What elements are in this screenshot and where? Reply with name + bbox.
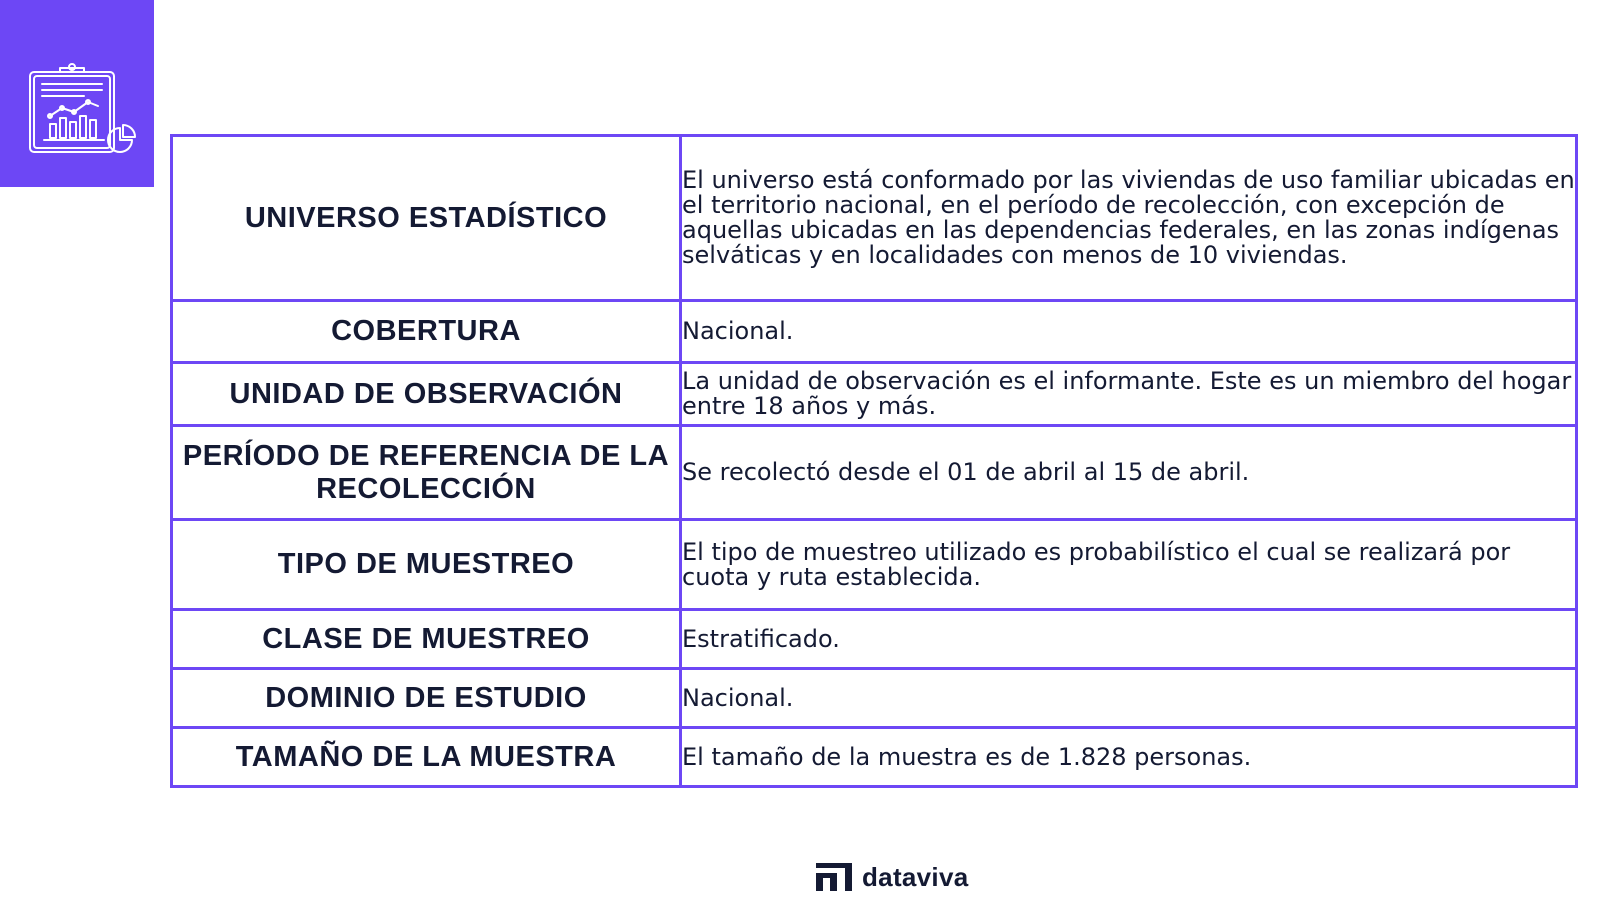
row-label: UNIVERSO ESTADÍSTICO	[172, 136, 681, 301]
table-row	[172, 426, 1577, 520]
row-label: COBERTURA	[172, 301, 681, 363]
brand-footer	[816, 862, 968, 892]
row-label: TAMAÑO DE LA MUESTRA	[172, 728, 681, 787]
row-label: UNIDAD DE OBSERVACIÓN	[172, 363, 681, 426]
table-row	[172, 136, 1577, 301]
row-value: Nacional.	[681, 669, 1577, 728]
row-label: TIPO DE MUESTREO	[172, 520, 681, 610]
table-row	[172, 363, 1577, 426]
table-row	[172, 728, 1577, 787]
header-badge	[0, 0, 154, 187]
brand-name: dataviva	[862, 861, 969, 892]
table-row	[172, 301, 1577, 363]
table-row	[172, 610, 1577, 669]
dataviva-logo-icon	[816, 863, 852, 891]
row-label: CLASE DE MUESTREO	[172, 610, 681, 669]
row-value: Estratificado.	[681, 610, 1577, 669]
table-row	[172, 669, 1577, 728]
row-value: El tamaño de la muestra es de 1.828 personas.	[681, 728, 1577, 787]
row-value: El tipo de muestreo utilizado es probabilístico el cual se realizará por cuota y ruta establecida.	[681, 520, 1577, 610]
row-label: DOMINIO DE ESTUDIO	[172, 669, 681, 728]
row-label: PERÍODO DE REFERENCIA DE LA RECOLECCIÓN	[172, 426, 681, 520]
row-value: El universo está conformado por las viviendas de uso familiar ubicadas en el territorio nacional, en el período de recolección, con excepción de aquellas ubicadas en las dependencias federales, en las zonas indígenas selváticas y en localidades con menos de 10 viviendas.	[681, 136, 1577, 301]
clipboard-chart-icon	[24, 62, 140, 156]
row-value: Nacional.	[681, 301, 1577, 363]
ficha-tecnica-table	[170, 134, 1578, 788]
row-value: Se recolectó desde el 01 de abril al 15 de abril.	[681, 426, 1577, 520]
row-value: La unidad de observación es el informante. Este es un miembro del hogar entre 18 años y más.	[681, 363, 1577, 426]
table-row	[172, 520, 1577, 610]
